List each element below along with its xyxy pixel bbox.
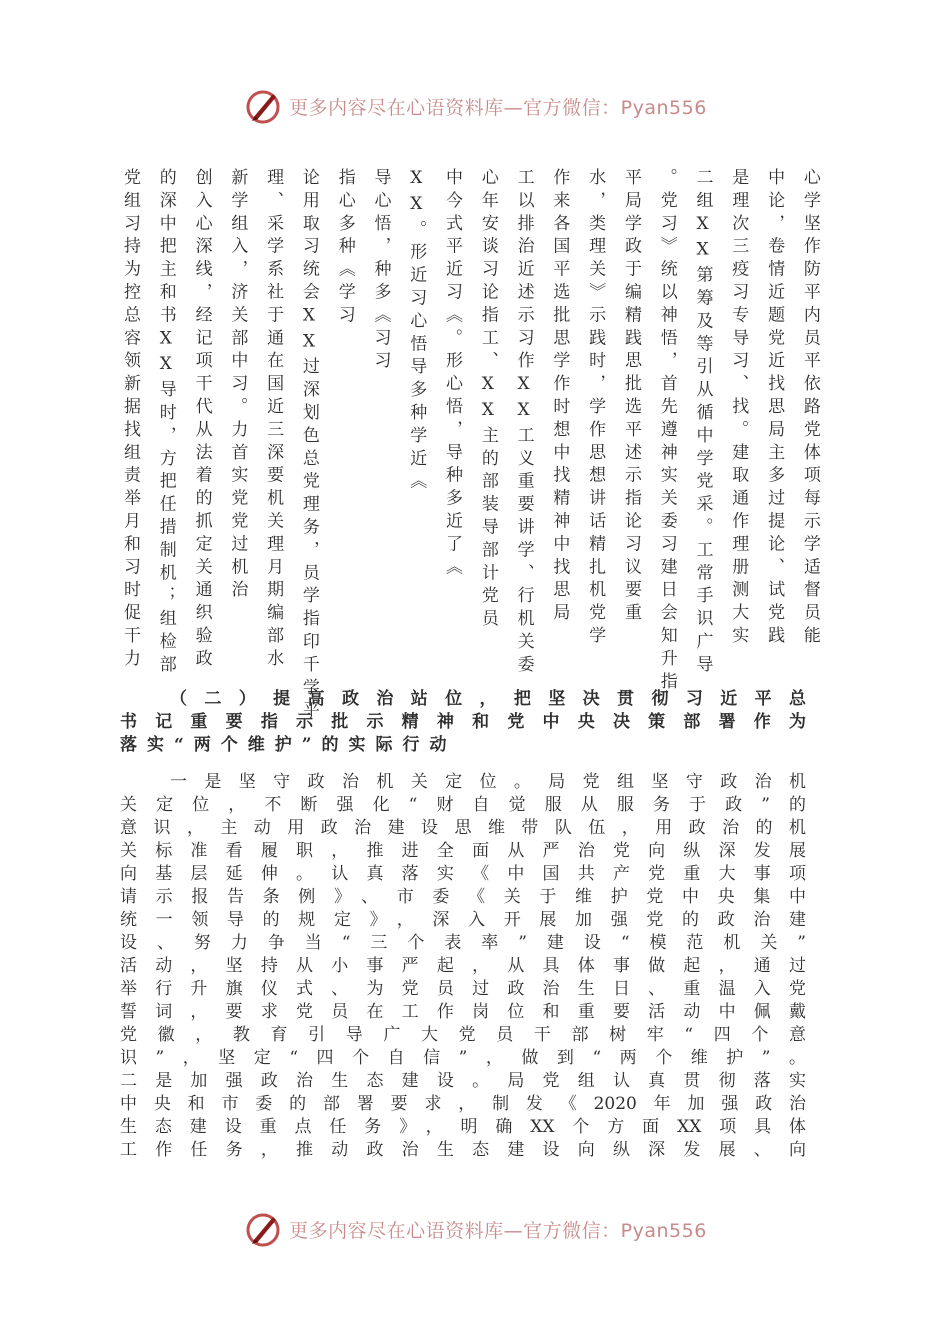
body-line: 二是加强政治生态建设。局党组认真贯彻落实 bbox=[120, 1071, 806, 1091]
vertical-column: 新学组入，济关部中习。力首实党党过机治 bbox=[227, 168, 248, 604]
vertical-column: 创入心深线，经记项干代从法着的抓定关通织验政 bbox=[191, 168, 212, 672]
vertical-column: 导心悟，种多《习习 bbox=[370, 168, 391, 375]
vertical-column: 是理次三疫习专导习、找。建取通作理册测大实 bbox=[728, 168, 749, 649]
header-watermark-banner bbox=[0, 84, 950, 128]
banner-text: 更多内容尽在心语资料库—官方微信：Pyan556 bbox=[289, 1219, 707, 1242]
body-line: 一是坚守政治机关定位。局党组坚守政治机 bbox=[170, 772, 806, 792]
body-line: 关标准看履职，推进全面从严治党向纵深发展 bbox=[120, 841, 806, 861]
banner-text: 更多内容尽在心语资料库—官方微信：Pyan556 bbox=[289, 96, 707, 119]
heading-line: （二）提高政治站位，把坚决贯彻习近平总 bbox=[170, 689, 806, 709]
vertical-column: 指心多种《学习 bbox=[334, 168, 355, 329]
vertical-column: 。党习》统以神悟，首先遵神实关委习建日会知升指 bbox=[656, 168, 677, 695]
vertical-column: 工以排治近述示习作XX工义重要讲学、行机关委 bbox=[513, 168, 534, 678]
vertical-column: XX。形近习心悟导多种学近《 bbox=[406, 168, 427, 495]
vertical-column: 平局学政于编精践思批选平述示指论习议要重 bbox=[620, 168, 641, 626]
pen-logo-icon bbox=[243, 1209, 283, 1249]
body-line: 誓词，要求党员在工作岗位和重要活动中佩戴 bbox=[120, 1002, 806, 1022]
vertical-column: 的深中把主和书XX导时，方把任措制机；组检部 bbox=[155, 168, 176, 678]
body-line: 关定位，不断强化“财自觉服从服务于政”的 bbox=[120, 795, 806, 815]
heading-line: 落实“两个维护”的实际行动 bbox=[120, 735, 457, 755]
body-line: 党徽，教育引导广大党员干部树牢“四个意 bbox=[120, 1025, 806, 1045]
footer-watermark-banner bbox=[0, 1207, 950, 1251]
vertical-column: 心学坚作防平内员平依路党体项每示学适督员能 bbox=[799, 168, 820, 649]
body-line: 统一领导的规定》，深入开展加强党的政治建 bbox=[120, 910, 806, 930]
vertical-column: 作来各国平选批思学作时想中找精神中找思局 bbox=[549, 168, 570, 626]
body-line: 意识，主动用政治建设思维带队伍，用政治的机 bbox=[120, 818, 806, 838]
heading-line: 书记重要指示批示精神和党中央决策部署作为 bbox=[120, 712, 806, 732]
vertical-column: 二组XX第筹及等引从循中学党采。工常手识广导 bbox=[692, 168, 713, 678]
pen-logo-icon bbox=[243, 86, 283, 126]
vertical-column: 党组习持为控总容领新据找组责举月和习时促干力 bbox=[120, 168, 140, 672]
body-line: 活动，坚持从小事严起，从具体事做起，通过 bbox=[120, 956, 806, 976]
vertical-column: 心年安谈习论指工、XX主的部装导部计党员 bbox=[477, 168, 498, 632]
body-line: 向基层延伸。认真落实《中国共产党重大事项 bbox=[120, 864, 806, 884]
section-heading bbox=[120, 688, 806, 757]
vertical-column: 论用取习统会XX过深划色总党理务，员学指印千学平 bbox=[298, 168, 319, 724]
vertical-column: 水，类理关》示践时，学作思想讲话精扎机党学 bbox=[585, 168, 606, 649]
body-line: 识”，坚定“四个自信”，做到“两个维护”。 bbox=[120, 1048, 806, 1068]
body-paragraph bbox=[120, 771, 806, 1162]
vertical-column: 中论，卷情近题党近找思局主多过提论、试党践 bbox=[764, 168, 785, 649]
body-line: 设、努力争当“三个表率”建设“模范机关” bbox=[120, 933, 806, 953]
body-line: 请示报告条例》、市委《关于维护党中央集中 bbox=[120, 887, 806, 907]
body-line: 中央和市委的部署要求，制发《2020年加强政治 bbox=[120, 1094, 806, 1114]
body-line: 举行升旗仪式、为党员过政治生日、重温入党 bbox=[120, 979, 806, 999]
body-line: 工作任务，推动政治生态建设向纵深发展、向 bbox=[120, 1140, 806, 1160]
vertical-column: 中今式平近习《。形心悟，导种多近了《 bbox=[442, 168, 463, 581]
vertical-column: 理、采学系社于通在国近三深要机关理月期编部水 bbox=[263, 168, 284, 672]
body-line: 生态建设重点任务》，明确XX个方面XX项具体 bbox=[120, 1117, 806, 1137]
